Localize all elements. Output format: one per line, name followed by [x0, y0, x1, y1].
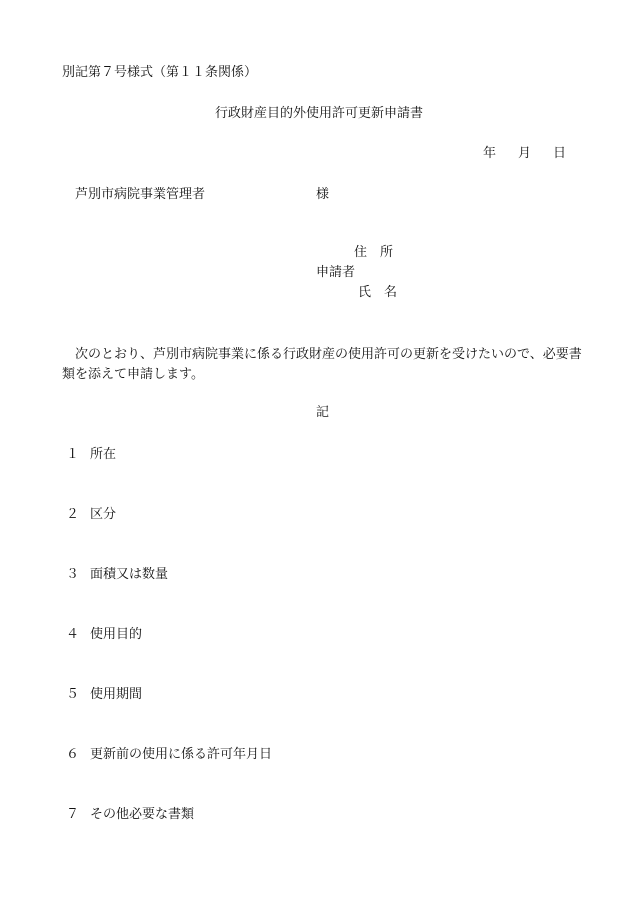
document-title: 行政財産目的外使用許可更新申請書: [215, 106, 424, 121]
item-number: ５: [66, 687, 80, 702]
item-number: １: [66, 447, 80, 462]
item-number: ４: [66, 627, 80, 642]
item-number: ３: [66, 567, 80, 582]
form-number: 別記第７号様式（第１１条関係）: [62, 65, 258, 80]
applicant-name-label: 氏 名: [358, 285, 398, 300]
item-label: 使用期間: [90, 687, 143, 702]
item-purpose: [66, 627, 142, 643]
item-label: 区分: [90, 507, 117, 522]
request-statement: 次のとおり、芦別市病院事業に係る行政財産の使用許可の更新を受けたいので、必要書類を添えて申請します。: [62, 347, 582, 382]
applicant-address-label: 住 所: [354, 245, 394, 260]
item-location: [66, 447, 116, 463]
item-number: ７: [66, 807, 80, 822]
item-label: 所在: [90, 447, 117, 462]
item-label: 使用目的: [90, 627, 143, 642]
date-month-label: 月: [518, 146, 532, 161]
addressee-name: 芦別市病院事業管理者: [75, 187, 206, 202]
item-number: ６: [66, 747, 80, 762]
item-label: 面積又は数量: [90, 567, 169, 582]
date-line: [483, 146, 566, 162]
item-label: 更新前の使用に係る許可年月日: [90, 747, 273, 762]
item-prior-permit-date: [66, 747, 272, 763]
addressee-honorific: 様: [316, 187, 330, 202]
item-period: [66, 687, 142, 703]
ki-heading: 記: [316, 405, 330, 420]
date-year-label: 年: [483, 146, 497, 161]
item-number: ２: [66, 507, 80, 522]
item-category: [66, 507, 116, 523]
item-other-documents: [66, 807, 194, 823]
item-label: その他必要な書類: [90, 807, 195, 822]
date-day-label: 日: [553, 146, 567, 161]
item-area: [66, 567, 168, 583]
applicant-label: 申請者: [316, 265, 356, 280]
